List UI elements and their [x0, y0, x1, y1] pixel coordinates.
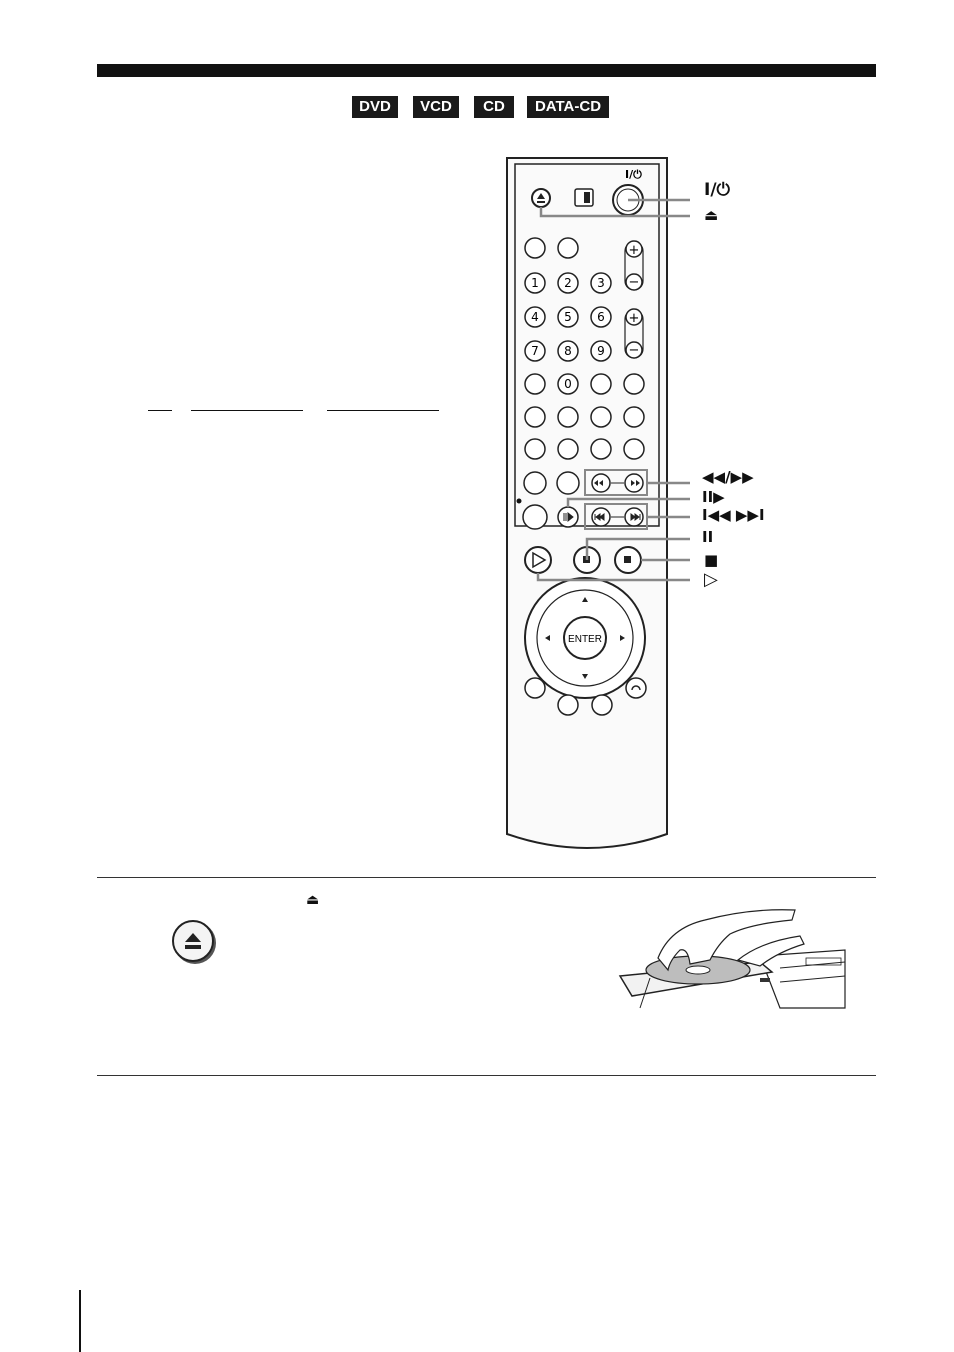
eject-button-illustration — [172, 920, 214, 962]
page-margin-line — [79, 1290, 81, 1352]
badge-data-cd: DATA-CD — [527, 96, 609, 118]
record-button[interactable] — [523, 505, 547, 529]
callout-pause: II — [702, 528, 714, 546]
svg-text:−: − — [628, 343, 640, 358]
play-button[interactable] — [525, 547, 551, 573]
svg-text:1: 1 — [531, 276, 539, 290]
return-button[interactable] — [626, 678, 646, 698]
svg-text:0: 0 — [564, 377, 572, 391]
section-rule-top — [97, 877, 876, 878]
callout-stop: ■ — [704, 551, 719, 569]
callout-power: I/⏻ — [704, 180, 730, 200]
eject-icon — [183, 931, 203, 951]
svg-text:8: 8 — [564, 344, 572, 358]
svg-text:5: 5 — [564, 310, 572, 324]
step1-eject-symbol: ⏏ — [306, 892, 320, 908]
svg-text:3: 3 — [597, 276, 605, 290]
section-rule-bottom — [97, 1075, 876, 1076]
svg-text:+: + — [628, 311, 640, 326]
svg-text:+: + — [628, 243, 640, 258]
top-header-bar — [97, 64, 876, 77]
svg-text:7: 7 — [531, 344, 539, 358]
svg-text:6: 6 — [597, 310, 605, 324]
badge-dvd: DVD — [352, 96, 398, 118]
svg-text:−: − — [628, 275, 640, 290]
svg-text:9: 9 — [597, 344, 605, 358]
disc-tray-illustration — [610, 898, 850, 1028]
power-top-label: I/⏻ — [625, 168, 642, 181]
callout-skip: I◀◀ ▶▶I — [702, 506, 765, 524]
callout-eject: ⏏ — [704, 206, 719, 224]
blank-underline-3 — [327, 410, 439, 411]
badge-cd: CD — [474, 96, 514, 118]
callout-slow: II▶ — [702, 488, 725, 506]
svg-text:ENTER: ENTER — [568, 634, 602, 645]
badge-vcd: VCD — [413, 96, 459, 118]
blank-underline-2 — [191, 410, 303, 411]
callout-scan: ◀◀/▶▶ — [702, 468, 754, 486]
svg-text:4: 4 — [531, 310, 539, 324]
callout-play: ▷ — [704, 569, 718, 590]
blank-underline-1 — [148, 410, 172, 411]
svg-text:2: 2 — [564, 276, 572, 290]
